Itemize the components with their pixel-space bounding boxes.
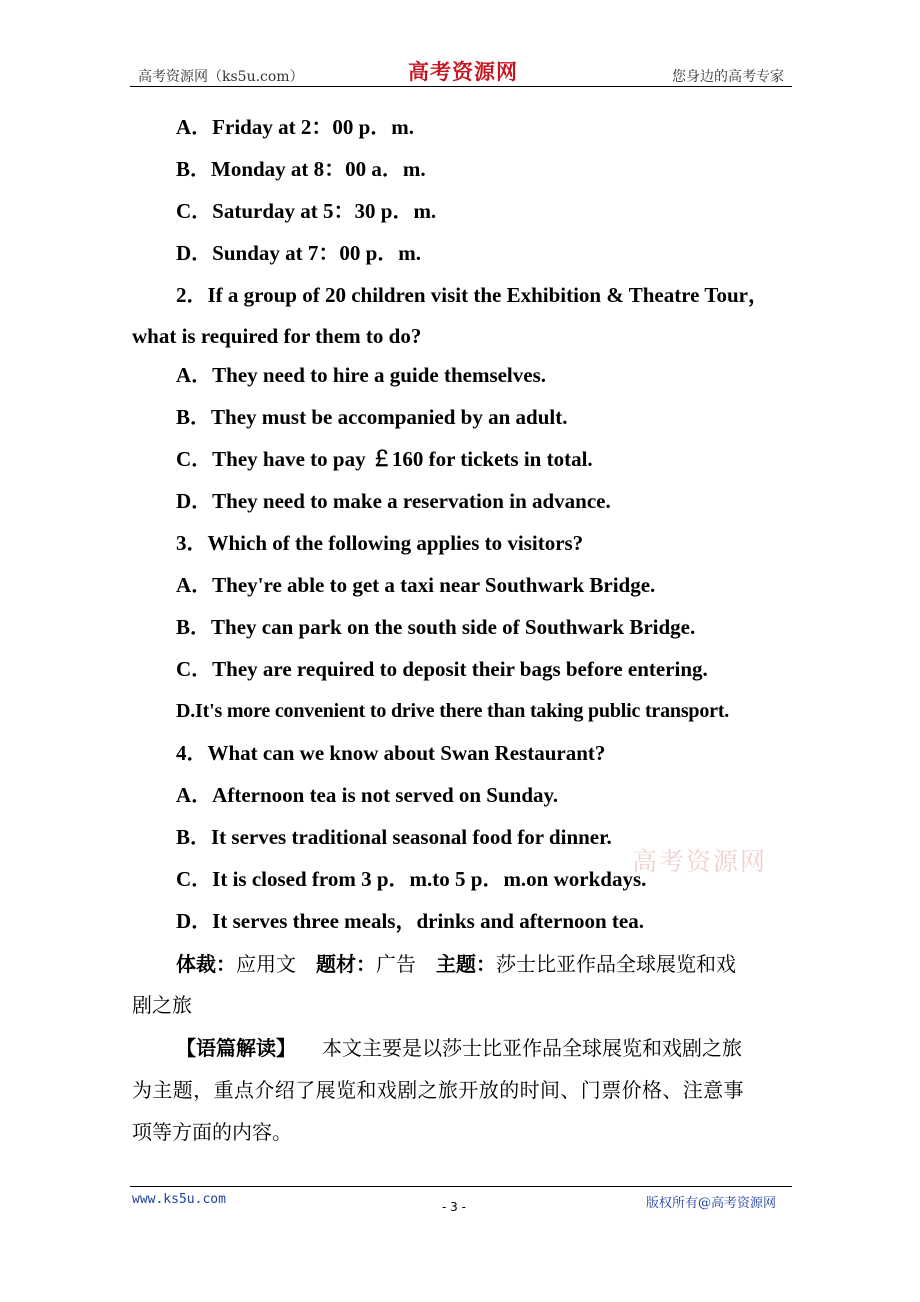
header-divider: [130, 86, 792, 87]
q1-option-d: D．Sunday at 7：00 p．m.: [176, 241, 422, 265]
q4-option-b: B．It serves traditional seasonal food for dinner.: [176, 825, 612, 849]
watermark: 高考资源网: [632, 847, 768, 876]
q3-stem: 3．Which of the following applies to visitors?: [176, 531, 584, 555]
q3-option-c: C．They are required to deposit their bags before entering.: [176, 657, 708, 681]
q1-option-b: B．Monday at 8：00 a．m.: [176, 157, 426, 181]
reading-line2: 为主题，重点介绍了展览和戏剧之旅开放的时间、门票价格、注意事: [132, 1078, 744, 1102]
site-logo: 高考资源网: [408, 60, 518, 84]
q4-option-c: C．It is closed from 3 p．m.to 5 p．m.on workdays.: [176, 867, 647, 891]
header-slogan: 您身边的高考专家: [672, 69, 784, 85]
q4-option-a: A．Afternoon tea is not served on Sunday.: [176, 783, 559, 807]
q2-option-b: B．They must be accompanied by an adult.: [176, 405, 568, 429]
genre-line: [176, 951, 736, 977]
footer-divider: [130, 1186, 792, 1187]
subject-label: 题材：: [316, 952, 376, 976]
q1-option-c: C．Saturday at 5：30 p．m.: [176, 199, 437, 223]
q4-option-d: D．It serves three meals，drinks and afternoon tea.: [176, 909, 644, 933]
reading-label: 【语篇解读】: [176, 1036, 296, 1060]
genre-value: 应用文: [236, 952, 296, 976]
reading-line3: 项等方面的内容。: [132, 1120, 292, 1144]
q2-stem-line1: 2．If a group of 20 children visit the Exhibition & Theatre Tour，: [176, 283, 769, 307]
q3-option-b: B．They can park on the south side of Southwark Bridge.: [176, 615, 696, 639]
q4-stem: 4．What can we know about Swan Restaurant?: [176, 741, 606, 765]
theme-value: 莎士比亚作品全球展览和戏: [496, 952, 736, 976]
q2-option-a: A．They need to hire a guide themselves.: [176, 363, 547, 387]
q3-option-a: A．They're able to get a taxi near Southwark Bridge.: [176, 573, 656, 597]
reading-line1: [176, 1035, 742, 1061]
q2-stem-line2: what is required for them to do?: [132, 324, 422, 348]
q3-option-d: D.It's more convenient to drive there than taking public transport.: [176, 700, 730, 722]
theme-value-cont: 剧之旅: [132, 993, 192, 1017]
page-number: - 3 -: [442, 1200, 466, 1214]
reading-text-1: 本文主要是以莎士比亚作品全球展览和戏剧之旅: [322, 1036, 742, 1060]
subject-value: 广告: [376, 952, 416, 976]
q2-option-d: D．They need to make a reservation in advance.: [176, 489, 611, 513]
footer-copyright: 版权所有@高考资源网: [646, 1196, 777, 1211]
footer-url: www.ks5u.com: [132, 1192, 226, 1207]
q2-option-c: C．They have to pay ￡160 for tickets in total.: [176, 447, 593, 471]
q1-option-a: A．Friday at 2：00 p．m.: [176, 115, 414, 139]
theme-label: 主题：: [436, 952, 496, 976]
genre-label: 体裁：: [176, 952, 236, 976]
header-site-name: 高考资源网（ks5u.com）: [138, 69, 304, 85]
